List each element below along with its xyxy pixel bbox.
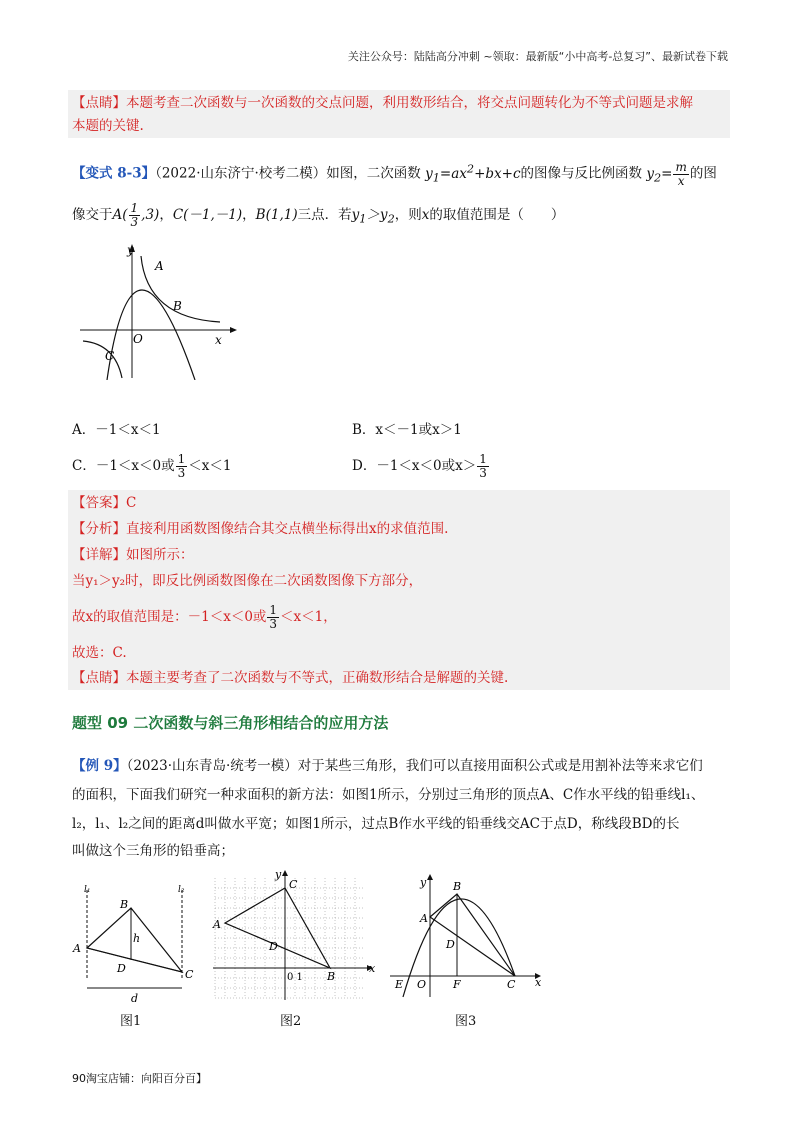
- option-a[interactable]: A．－1＜x＜1: [72, 422, 161, 438]
- example-line4: 叫做这个三角形的铅垂高；: [72, 843, 234, 859]
- answer-line: [72, 492, 136, 514]
- figure-3: [385, 872, 545, 1002]
- svg-text:A: A: [420, 912, 428, 925]
- analysis-tag: 【分析】: [72, 521, 126, 537]
- x-axis-arrow: [230, 327, 237, 333]
- svg-text:F: F: [453, 978, 461, 991]
- note-text: 本题主要考查了二次函数与不等式，正确数形结合是解题的关键.: [126, 670, 509, 686]
- svg-text:E: E: [395, 978, 404, 991]
- svg-text:D: D: [446, 938, 455, 951]
- variant-line2a: 像交于: [72, 207, 113, 223]
- example-line2: 的面积，下面我们研究一种求面积的新方法：如图1所示，分别过三角形的顶点A、C作水平线的铅垂线l₁、: [72, 787, 705, 803]
- prev-note-line1: [72, 92, 693, 114]
- prev-note-line2: 本题的关键.: [72, 118, 144, 134]
- svg-text:A: A: [73, 942, 81, 955]
- variant-source: （2022·山东济宁·校考二模）如图，二次函数: [155, 165, 421, 182]
- answer-value: C: [126, 495, 137, 511]
- cond: $y_1>y_2$: [351, 207, 395, 226]
- svg-text:x: x: [535, 976, 542, 989]
- point-b: B(1,1): [255, 207, 298, 223]
- solution-line2-post: ＜x＜1，: [280, 609, 337, 625]
- hyperbola-left: [83, 341, 122, 378]
- quad-formula: $y_1=ax^2+bx+c$: [425, 162, 521, 185]
- svg-text:l₁: l₁: [84, 885, 91, 895]
- analysis-text: 直接利用函数图像结合其交点横坐标得出x的求值范围.: [126, 521, 449, 537]
- svg-text:y: y: [275, 868, 282, 881]
- inverse-formula: $y_2=$ $\frac{m}{x}$: [646, 159, 687, 188]
- svg-text:C: C: [507, 978, 516, 991]
- solution-line2: 故x的取值范围是：－1＜x＜0或 $\frac{1}{3}$ ＜x＜1，: [72, 603, 337, 631]
- solution-line2-pre: 故x的取值范围是：－1＜x＜0或: [72, 609, 267, 625]
- option-c-post: ＜x＜1: [188, 458, 232, 474]
- svg-text:0 1: 0 1: [287, 972, 303, 983]
- svg-text:y: y: [420, 876, 427, 889]
- option-d-pre: D．－1＜x＜0或x＞: [352, 458, 477, 474]
- point-c: C(－1,－1): [172, 207, 243, 223]
- note-tag: 【点睛】: [72, 670, 126, 686]
- figure-1: [70, 880, 200, 1010]
- svg-text:A: A: [213, 918, 221, 931]
- section-title: 题型 09 二次函数与斜三角形相结合的应用方法: [72, 714, 389, 732]
- analysis-line: [72, 518, 448, 540]
- variant-line2: 像交于A( $\frac{1}{3}$ ,3)，C(－1,－1)，B(1,1)三点．若$y_1>y_2$，则x的取值范围是（ ）: [72, 201, 565, 229]
- svg-text:D: D: [117, 962, 126, 975]
- option-b[interactable]: B．x＜－1或x＞1: [352, 422, 462, 438]
- caption-fig2: 图2: [280, 1014, 302, 1029]
- variant-tag: 【变式 8-3】: [72, 165, 156, 182]
- caption-fig3: 图3: [455, 1014, 477, 1029]
- page-footer: 90淘宝店铺：向阳百分百】: [72, 1072, 207, 1085]
- option-c[interactable]: C．－1＜x＜0或 $\frac{1}{3}$ ＜x＜1: [72, 452, 232, 480]
- solution-line3: 故选：C.: [72, 645, 127, 661]
- svg-text:d: d: [131, 992, 139, 1005]
- variant-line2d: 的取值范围是（ ）: [429, 207, 565, 223]
- svg-text:C: C: [289, 878, 298, 891]
- answer-tag: 【答案】: [72, 495, 126, 511]
- svg-text:C: C: [185, 968, 194, 981]
- example-text1: （2023·山东青岛·统考一模）对于某些三角形，我们可以直接用面积公式或是用割补法等来求它们: [126, 758, 703, 774]
- example-tag: 【例 9】: [72, 758, 127, 774]
- prev-note-tag: 【点睛】: [72, 95, 126, 111]
- option-d[interactable]: D．－1＜x＜0或x＞ $\frac{1}{3}$: [352, 452, 487, 480]
- svg-text:B: B: [120, 898, 129, 911]
- variant-line2b: 三点．若: [297, 207, 352, 223]
- point-a: A( $\frac{1}{3}$ ,3): [112, 201, 160, 229]
- svg-text:x: x: [369, 962, 376, 975]
- example-line1: [72, 755, 703, 777]
- svg-text:O: O: [133, 332, 143, 346]
- svg-text:B: B: [327, 970, 336, 983]
- var-x: x: [421, 207, 430, 223]
- note-line: [72, 667, 508, 689]
- svg-text:y: y: [127, 243, 134, 257]
- prev-note-text: 本题考查二次函数与一次函数的交点问题，利用数形结合，将交点问题转化为不等式问题是求解: [126, 95, 693, 111]
- solution-line1: 当y₁＞y₂时，即反比例函数图像在二次函数图像下方部分，: [72, 573, 423, 589]
- triangle-abc: [430, 894, 515, 976]
- variant-mid: 的图像与反比例函数: [520, 165, 643, 182]
- svg-text:O: O: [417, 978, 427, 991]
- svg-text:l₂: l₂: [178, 885, 185, 895]
- svg-text:D: D: [269, 940, 278, 953]
- segment-ac: [87, 948, 182, 972]
- svg-text:B: B: [173, 299, 182, 313]
- detail-text: 如图所示：: [126, 547, 194, 563]
- variant-line1: [72, 158, 717, 189]
- caption-fig1: 图1: [120, 1014, 142, 1029]
- svg-text:h: h: [133, 932, 141, 945]
- svg-text:C: C: [105, 349, 115, 363]
- svg-text:B: B: [453, 880, 462, 893]
- variant-graph: [75, 240, 240, 380]
- detail-line: [72, 544, 194, 566]
- example-line3: l₂，l₁、l₂之间的距离d叫做水平宽；如图1所示，过点B作水平线的铅垂线交AC于点D，称线段BD的长: [72, 816, 680, 832]
- svg-text:A: A: [155, 259, 164, 273]
- page-header: 关注公众号：陆陆高分冲刺 ~领取：最新版“小中高考-总复习”、最新试卷下载: [347, 50, 728, 63]
- variant-line2c: ，则: [394, 207, 422, 223]
- detail-tag: 【详解】: [72, 547, 126, 563]
- figure-2: [205, 868, 380, 1008]
- svg-text:x: x: [215, 333, 222, 347]
- option-c-pre: C．－1＜x＜0或: [72, 458, 175, 474]
- variant-end: 的图: [689, 165, 717, 182]
